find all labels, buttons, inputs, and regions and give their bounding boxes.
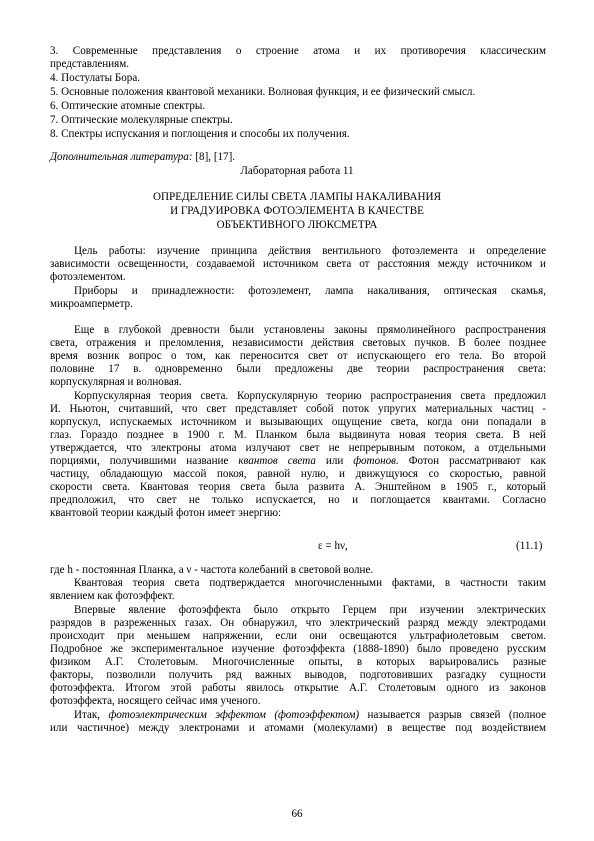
quantum-confirm-line-2: явлением как фотоэффект. xyxy=(50,590,175,602)
definition-line-1-part-2: называется разрыв связей (полное xyxy=(359,709,547,721)
term-light-quanta: квантов света xyxy=(238,455,316,467)
hertz-line-2: разрядов в разреженных газах. Он обнаружил, что электрический разряд между электродами xyxy=(50,617,546,629)
intro-line-5: корпускулярная и волновая. xyxy=(50,376,182,388)
additional-literature-refs: [8], [17]. xyxy=(192,151,236,163)
corpuscular-line-5: утверждается, что электроны атома излучают свет не непрерывным потоком, а отдельными xyxy=(50,442,546,454)
quantum-confirm-line-1: Квантовая теория света подтверждается многочисленными фактами, в частности таким xyxy=(74,577,546,589)
corpuscular-line-1: Корпускулярная теория света. Корпускулярную теорию распространения света предложил xyxy=(74,390,546,402)
intro-line-3: время возник вопрос о том, как переносится свет от испускающего его тела. Во второй xyxy=(50,350,546,362)
equipment-line-1: Приборы и принадлежности: фотоэлемент, лампа накаливания, оптическая скамья, xyxy=(74,285,546,297)
hertz-line-6: факторы, позволили получить ряд важных выводов, подготовивших разгадку сущности xyxy=(50,669,546,681)
title-line-2: И ГРАДУИРОВКА ФОТОЭЛЕМЕНТА В КАЧЕСТВЕ xyxy=(170,205,424,217)
intro-line-1: Еще в глубокой древности были установлены законы прямолинейного распространения xyxy=(74,324,546,336)
definition-line-1-part-1: Итак, xyxy=(74,709,109,721)
corpuscular-line-6-part-2: или xyxy=(315,455,354,467)
hertz-line-3: происходит при меньшем напряжении, если они освещаются ультрафиолетовым светом. xyxy=(50,630,546,642)
definition-line-1 xyxy=(74,709,546,722)
list-item-3-line1: 3. Современные представления о строение атома и их противоречия классическим xyxy=(50,45,546,57)
page-number: 66 xyxy=(291,808,303,820)
list-item-8: 8. Спектры испускания и поглощения и способы их получения. xyxy=(50,128,350,140)
corpuscular-line-6-part-3: Фотон рассматривают как xyxy=(398,455,546,467)
equation: ε = hν, xyxy=(318,540,348,552)
corpuscular-line-9: предположил, что свет не только испускается, но и поглощается квантами. Согласно xyxy=(50,494,546,506)
hertz-line-8: фотоэффекта, носящего сейчас имя ученого. xyxy=(50,695,261,707)
additional-literature-label: Дополнительная литература: xyxy=(50,151,193,163)
additional-literature xyxy=(50,151,235,164)
definition-line-2: или частичное) между электронами и атомами (молекулами) в веществе под воздействием xyxy=(50,722,546,734)
corpuscular-line-4: глаз. Гораздо позднее в 1900 г. М. Планком была выдвинута новая теория света. В ней xyxy=(50,429,546,441)
lab-work-label: Лабораторная работа 11 xyxy=(240,165,354,177)
list-item-6: 6. Оптические атомные спектры. xyxy=(50,100,206,112)
equation-number: (11.1) xyxy=(516,540,543,552)
hertz-line-4: Подробное же экспериментальное изучение фотоэффекта (1888-1890) было проведено русским xyxy=(50,643,546,655)
corpuscular-line-10: квантовой теории каждый фотон имеет энергию: xyxy=(50,507,282,519)
title-line-3: ОБЪЕКТИВНОГО ЛЮКСМЕТРА xyxy=(216,219,378,231)
corpuscular-line-8: скорости света. Квантовая теория света была развита А. Энштейном в 1905 г., который xyxy=(50,481,546,493)
hertz-line-1: Впервые явление фотоэффекта было открыто Герцем при изучении электрических xyxy=(74,604,546,616)
corpuscular-line-2: И. Ньютон, считавший, что свет представляет собой поток упругих материальных частиц - xyxy=(50,403,546,415)
term-photoelectric-effect: фотоэлектрическим эффектом (фотоэффектом) xyxy=(108,709,360,721)
intro-line-4: половине 17 в. одновременно были предложены две теории распространения света: xyxy=(50,363,546,375)
intro-line-2: света, отражения и преломления, независимости действия световых пучков. В более позднее xyxy=(50,337,546,349)
goal-line-2: зависимости освещенности, создаваемой источником света от расстояния между источником и xyxy=(50,258,546,270)
corpuscular-line-6-part-1: порциями, получившими название xyxy=(50,455,239,467)
corpuscular-line-7: частицу, обладающую массой покоя, равной нулю, и движущуюся со скоростью, равной xyxy=(50,468,546,480)
title-line-1: ОПРЕДЕЛЕНИЕ СИЛЫ СВЕТА ЛАМПЫ НАКАЛИВАНИЯ xyxy=(153,191,441,203)
term-photons: фотонов. xyxy=(353,455,399,467)
corpuscular-line-6 xyxy=(50,455,546,468)
equipment-line-2: микроамперметр. xyxy=(50,298,133,310)
goal-line-3: фотоэлементом. xyxy=(50,271,126,283)
corpuscular-line-3: корпускул, испускаемых источником и вызывающих ощущение света, когда они попадали в xyxy=(50,416,546,428)
hertz-line-5: физиком А.Г. Столетовым. Многочисленные опыты, в которых варьировались разные xyxy=(50,656,546,668)
list-item-3-line2: представлениям. xyxy=(50,58,130,70)
list-item-7: 7. Оптические молекулярные спектры. xyxy=(50,114,233,126)
hertz-line-7: фотоэффекта. Итогом этой работы явилось открытие А.Г. Столетовым одного из законов xyxy=(50,682,546,694)
goal-line-1: Цель работы: изучение принципа действия вентильного фотоэлемента и определение xyxy=(74,245,546,257)
equation-explanation: где h - постоянная Планка, а ν - частота колебаний в световой волне. xyxy=(50,564,374,576)
list-item-4: 4. Постулаты Бора. xyxy=(50,72,141,84)
list-item-5: 5. Основные положения квантовой механики. Волновая функция, и ее физический смысл. xyxy=(50,86,476,98)
